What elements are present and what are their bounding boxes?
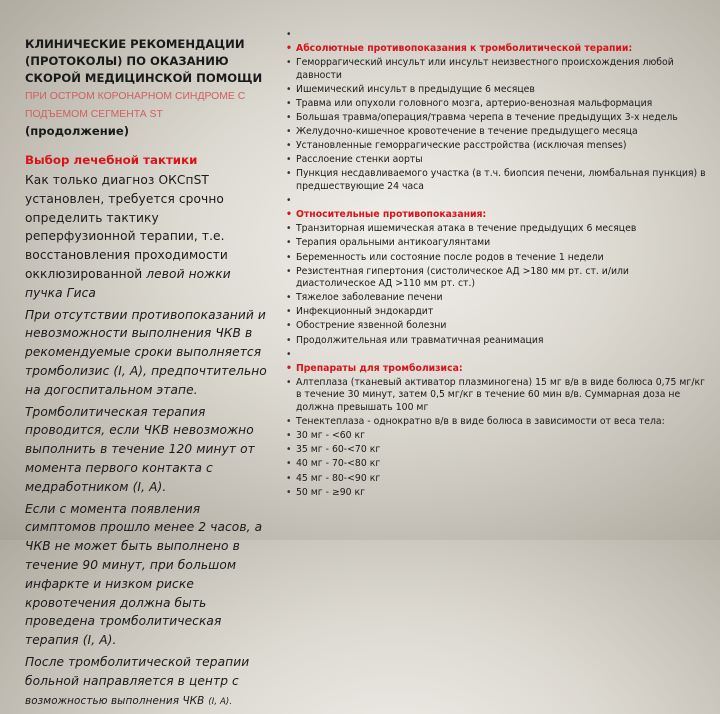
left-column [25,36,270,714]
contraindications-list [286,29,706,499]
paragraph-1 [25,171,270,303]
list-item: • Инфекционный эндокардит [286,306,706,319]
list-item: • 30 мг - <60 кг [286,430,706,443]
title-subtitle: ПРИ ОСТРОМ КОРОНАРНОМ СИНДРОМЕ С ПОДЪЕМОМ СЕГМЕНТА ST [25,91,246,120]
paragraph-5-ref: (I, A). [208,696,233,707]
list-item: • Транзиторная ишемическая атака в течение предыдущих 6 месяцев [286,223,706,236]
list-item: • Тяжелое заболевание печени [286,292,706,305]
paragraph-5-text: После тромболитической терапии больной направляется в центр с [25,654,250,688]
list-item: • 40 мг - 70-<80 кг [286,458,706,471]
list-item: • Геморрагический инсульт или инсульт неизвестного происхождения любой давности [286,57,706,82]
paragraph-5 [25,653,270,711]
paragraph-2: При отсутствии противопоказаний и невозможности выполнения ЧКВ в рекомендуемые сроки выполняется тромболизис (I, A), предпочтительно на догоспитальном этапе. [25,307,267,397]
section-heading: Выбор лечебной тактики [25,153,198,167]
title-continued: (продолжение) [25,124,130,138]
list-item: • Тенектеплаза - однократно в/в в виде болюса в зависимости от веса тела: [286,416,706,429]
slide-title [25,36,270,140]
list-item: • Желудочно-кишечное кровотечение в течение предыдущего месяца [286,126,706,139]
list-item: • Резистентная гипертония (систолическое АД >180 мм рт. ст. и/или диастолическое АД >110 мм рт. ст.) [286,266,706,291]
empty-bullet [286,349,706,362]
list-heading: • Относительные противопоказания: [286,209,706,222]
paragraph-1-text: Как только диагноз ОКСпST установлен, требуется срочно определить тактику реперфузионной терапии, т.е. восстановления проходимости окклюзированной [25,173,228,281]
paragraph-5-small: возможностью выполнения ЧКВ [25,694,205,707]
list-item: • Установленные геморрагические расстройства (исключая menses) [286,140,706,153]
empty-bullet [286,29,706,42]
paragraph-3: Тромболитическая терапия проводится, если ЧКВ невозможно выполнить в течение 120 минут от момента первого контакта с медработником (I, A). [25,404,255,494]
list-item: • Продолжительная или травматичная реанимация [286,335,706,348]
list-item: • Алтеплаза (тканевый активатор плазминогена) 15 мг в/в в виде болюса 0,75 мг/кг в течение 30 минут, затем 0,5 мг/кг в течение 60 мин в/в. Суммарная доза не должна превышать 100 мг [286,377,706,415]
list-item: • Расслоение стенки аорты [286,154,706,167]
title-main: КЛИНИЧЕСКИЕ РЕКОМЕНДАЦИИ (ПРОТОКОЛЫ) ПО ОКАЗАНИЮ СКОРОЙ МЕДИЦИНСКОЙ ПОМОЩИ [25,37,263,85]
list-item: • Терапия оральными антикоагулянтами [286,237,706,250]
right-column [286,29,706,501]
paragraph-4: Если с момента появления симптомов прошло менее 2 часов, а ЧКВ не может быть выполнено в течение 90 минут, при большом инфаркте и низком риске кровотечения должна быть проведена тромболитическая терапия (I, A). [25,501,263,648]
list-item: • Обострение язвенной болезни [286,320,706,333]
list-item: • Травма или опухоли головного мозга, артерио-венозная мальформация [286,98,706,111]
list-item: • Беременность или состояние после родов в течение 1 недели [286,252,706,265]
list-heading: • Абсолютные противопоказания к тромболитической терапии: [286,43,706,56]
list-item: • 45 мг - 80-<90 кг [286,473,706,486]
paragraph-1-italic: левой ножки пучка Гиса [25,266,231,300]
list-item: • Пункция несдавливаемого участка (в т.ч. биопсия печени, люмбальная пункция) в предшествующие 24 часа [286,168,706,193]
empty-bullet [286,195,706,208]
list-item: • 35 мг - 60-<70 кг [286,444,706,457]
list-heading: • Препараты для тромболизиса: [286,363,706,376]
list-item: • Большая травма/операция/травма черепа в течение предыдущих 3-х недель [286,112,706,125]
list-item: • Ишемический инсульт в предыдущие 6 месяцев [286,84,706,97]
list-item: • 50 мг - ≥90 кг [286,487,706,500]
